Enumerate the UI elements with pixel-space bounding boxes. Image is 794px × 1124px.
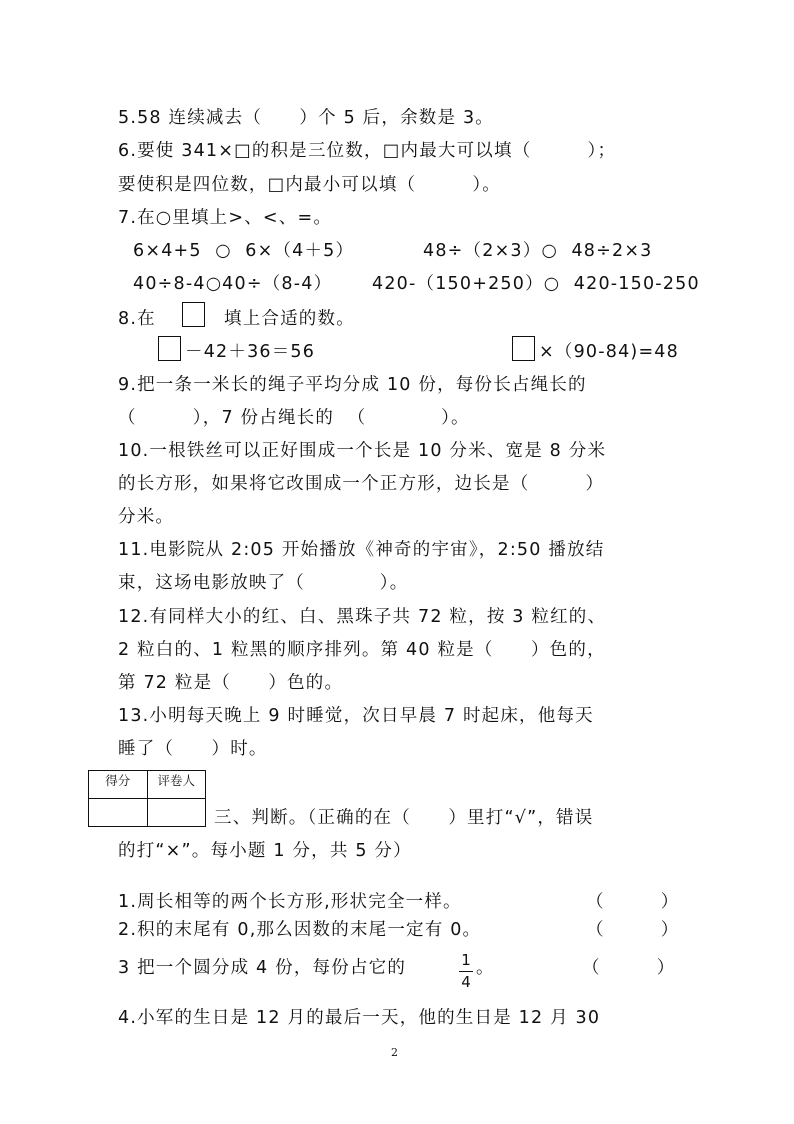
score-label: 得分 — [89, 771, 148, 799]
question-12-line-2: 2 粒白的、1 粒黑的顺序排列。第 40 粒是（ ）色的， — [118, 640, 606, 660]
page-number: 2 — [391, 1046, 398, 1059]
question-11-line-2: 束，这场电影放映了（ ）。 — [118, 573, 409, 593]
fraction-one-quarter — [459, 951, 473, 992]
section-3-heading-cont: 的打“×”。每小题 1 分，共 5 分） — [118, 841, 412, 861]
fraction-denominator: 4 — [461, 973, 471, 992]
judge-1-paren: （ ） — [586, 892, 680, 912]
fraction-bar — [459, 971, 473, 972]
question-8-prefix: 8.在 — [118, 309, 156, 329]
question-7-row-1-right: 48÷（2×3）○ 48÷2×3 — [423, 241, 653, 261]
answer-box-icon — [182, 302, 205, 327]
question-11-line-1: 11.电影院从 2:05 开始播放《神奇的宇宙》，2:50 播放结 — [118, 540, 605, 560]
score-table — [88, 770, 206, 827]
question-8-suffix: 填上合适的数。 — [224, 309, 355, 329]
question-13-line-2: 睡了（ ）时。 — [118, 739, 268, 759]
judge-2: 2.积的末尾有 0,那么因数的末尾一定有 0。 — [118, 920, 482, 940]
judge-3: 3 把一个圆分成 4 份，每份占它的 — [118, 958, 407, 978]
judge-3-paren: （ ） — [582, 958, 676, 978]
question-6-line-2: 要使积是四位数，□内最小可以填（ ）。 — [118, 175, 501, 195]
question-7-row-2-left: 40÷8-4○40÷（8-4） — [133, 274, 333, 294]
question-8-equation-1: －42＋36＝56 — [185, 342, 316, 362]
question-6-line-1: 6.要使 341×□的积是三位数，□内最大可以填（ ）； — [118, 141, 617, 161]
question-9-line-1: 9.把一条一米长的绳子平均分成 10 份，每份长占绳长的 — [118, 375, 587, 395]
judge-4: 4.小军的生日是 12 月的最后一天，他的生日是 12 月 30 — [118, 1008, 601, 1028]
answer-box-2 — [512, 336, 535, 361]
grader-cell — [147, 799, 206, 827]
question-13-line-1: 13.小明每天晚上 9 时睡觉，次日早晨 7 时起床，他每天 — [118, 706, 594, 726]
judge-1: 1.周长相等的两个长方形,形状完全一样。 — [118, 892, 462, 912]
question-5: 5.58 连续减去（ ）个 5 后，余数是 3。 — [118, 108, 494, 128]
judge-2-paren: （ ） — [586, 920, 680, 940]
answer-box-1 — [158, 336, 181, 361]
question-12-line-1: 12.有同样大小的红、白、黑珠子共 72 粒，按 3 粒红的、 — [118, 607, 607, 627]
question-10-line-1: 10.一根铁丝可以正好围成一个长是 10 分米、宽是 8 分米 — [118, 441, 607, 461]
score-cell — [89, 799, 148, 827]
question-10-line-2: 的长方形，如果将它改围成一个正方形，边长是（ ） — [118, 474, 605, 494]
question-7-row-1-left: 6×4+5 ○ 6×（4＋5） — [133, 241, 355, 261]
question-7-row-2-right: 420-（150+250）○ 420-150-250 — [372, 274, 700, 294]
fraction-numerator: 1 — [461, 951, 471, 969]
judge-3-end: 。 — [476, 958, 495, 978]
question-10-line-3: 分米。 — [118, 507, 175, 527]
question-9-line-2: （ ），7 份占绳长的 （ ）。 — [118, 408, 470, 428]
question-8-equation-2: ×（90-84)=48 — [539, 342, 679, 362]
question-7: 7.在○里填上>、<、=。 — [118, 208, 333, 228]
question-12-line-3: 第 72 粒是（ ）色的。 — [118, 673, 344, 693]
grader-label: 评卷人 — [147, 771, 206, 799]
section-3-heading: 三、判断。（正确的在（ ）里打“√”，错误 — [214, 808, 594, 828]
